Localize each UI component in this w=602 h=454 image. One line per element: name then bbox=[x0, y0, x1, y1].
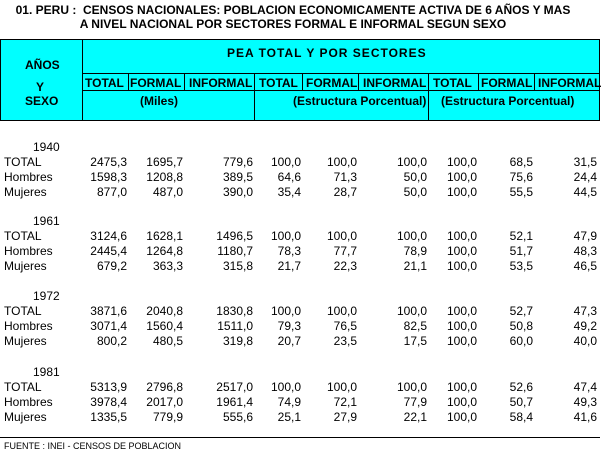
col-header-total-estructura: TOTAL bbox=[259, 76, 298, 90]
table-cell: 64,6 bbox=[277, 170, 301, 184]
col-header-formal-sector: FORMAL bbox=[481, 76, 533, 90]
table-cell: 2017,0 bbox=[146, 395, 183, 409]
table-cell: 779,9 bbox=[152, 410, 183, 424]
table-cell: 1830,8 bbox=[216, 304, 253, 318]
table-cell: 77,7 bbox=[333, 244, 357, 258]
table-cell: 1264,8 bbox=[146, 244, 183, 258]
table-cell: 100,0 bbox=[446, 259, 477, 273]
table-cell: 100,0 bbox=[446, 410, 477, 424]
table-cell: 100,0 bbox=[446, 170, 477, 184]
table-cell: 51,7 bbox=[509, 244, 533, 258]
table-cell: 389,5 bbox=[222, 170, 253, 184]
table-cell: 24,4 bbox=[573, 170, 597, 184]
census-year: 1940 bbox=[33, 140, 60, 154]
source-note: FUENTE : INEI - CENSOS DE POBLACION bbox=[4, 441, 182, 451]
row-label: Hombres bbox=[4, 319, 53, 333]
table-cell: 49,3 bbox=[573, 395, 597, 409]
table-cell: 100,0 bbox=[446, 185, 477, 199]
table-cell: 100,0 bbox=[396, 155, 427, 169]
table-cell: 76,5 bbox=[333, 319, 357, 333]
table-cell: 50,7 bbox=[509, 395, 533, 409]
table-cell: 100,0 bbox=[446, 244, 477, 258]
row-header-sexo: SEXO bbox=[25, 94, 59, 108]
table-cell: 55,5 bbox=[509, 185, 533, 199]
table-cell: 78,9 bbox=[403, 244, 427, 258]
row-label: Mujeres bbox=[4, 185, 47, 199]
table-cell: 31,5 bbox=[573, 155, 597, 169]
table-row bbox=[0, 380, 600, 395]
col-header-total-miles: TOTAL bbox=[85, 76, 124, 90]
table-row bbox=[0, 334, 600, 349]
table-cell: 77,9 bbox=[403, 395, 427, 409]
table-cell: 47,4 bbox=[573, 380, 597, 394]
table-cell: 48,3 bbox=[573, 244, 597, 258]
table-cell: 3871,6 bbox=[90, 304, 127, 318]
col-header-informal-sector: INFORMAL bbox=[538, 76, 602, 90]
unit-miles: (Miles) bbox=[140, 94, 179, 108]
table-cell: 679,2 bbox=[96, 259, 127, 273]
table-row bbox=[0, 304, 600, 319]
table-cell: 319,8 bbox=[222, 334, 253, 348]
table-cell: 1496,5 bbox=[216, 229, 253, 243]
table-row bbox=[0, 395, 600, 410]
table-row bbox=[0, 259, 600, 274]
table-header bbox=[0, 39, 600, 121]
census-year-row bbox=[0, 365, 600, 380]
table-row bbox=[0, 155, 600, 170]
table-cell: 28,7 bbox=[333, 185, 357, 199]
table-cell: 1598,3 bbox=[90, 170, 127, 184]
table-cell: 25,1 bbox=[277, 410, 301, 424]
table-cell: 100,0 bbox=[270, 229, 301, 243]
table-cell: 47,3 bbox=[573, 304, 597, 318]
col-header-total-sector: TOTAL bbox=[433, 76, 472, 90]
table-cell: 100,0 bbox=[446, 395, 477, 409]
table-cell: 2445,4 bbox=[90, 244, 127, 258]
row-label: TOTAL bbox=[4, 304, 42, 318]
row-label: Mujeres bbox=[4, 259, 47, 273]
table-cell: 100,0 bbox=[326, 155, 357, 169]
col-header-formal-estructura: FORMAL bbox=[306, 76, 358, 90]
table-cell: 1560,4 bbox=[146, 319, 183, 333]
table-cell: 363,3 bbox=[152, 259, 183, 273]
table-cell: 5313,9 bbox=[90, 380, 127, 394]
table-cell: 100,0 bbox=[326, 380, 357, 394]
table-cell: 100,0 bbox=[446, 229, 477, 243]
table-cell: 50,0 bbox=[403, 170, 427, 184]
table-cell: 41,6 bbox=[573, 410, 597, 424]
table-cell: 40,0 bbox=[573, 334, 597, 348]
table-cell: 44,5 bbox=[573, 185, 597, 199]
table-cell: 100,0 bbox=[446, 334, 477, 348]
table-row bbox=[0, 229, 600, 244]
table-cell: 100,0 bbox=[446, 380, 477, 394]
table-cell: 100,0 bbox=[396, 229, 427, 243]
table-cell: 100,0 bbox=[446, 319, 477, 333]
table-cell: 100,0 bbox=[446, 304, 477, 318]
table-cell: 779,6 bbox=[222, 155, 253, 169]
table-cell: 35,4 bbox=[277, 185, 301, 199]
table-cell: 2475,3 bbox=[90, 155, 127, 169]
table-row bbox=[0, 319, 600, 334]
table-cell: 52,7 bbox=[509, 304, 533, 318]
table-cell: 100,0 bbox=[446, 155, 477, 169]
census-year: 1981 bbox=[33, 365, 60, 379]
row-label: TOTAL bbox=[4, 380, 42, 394]
table-cell: 74,9 bbox=[277, 395, 301, 409]
table-cell: 3071,4 bbox=[90, 319, 127, 333]
table-cell: 58,4 bbox=[509, 410, 533, 424]
table-cell: 3124,6 bbox=[90, 229, 127, 243]
census-year-row bbox=[0, 214, 600, 229]
table-cell: 60,0 bbox=[509, 334, 533, 348]
unit-estructura-1: (Estructura Porcentual) bbox=[293, 94, 427, 108]
row-label: Mujeres bbox=[4, 334, 47, 348]
table-cell: 100,0 bbox=[270, 304, 301, 318]
col-header-formal-miles: FORMAL bbox=[130, 76, 182, 90]
table-row bbox=[0, 244, 600, 259]
table-cell: 100,0 bbox=[396, 304, 427, 318]
row-label: Hombres bbox=[4, 170, 53, 184]
table-cell: 2517,0 bbox=[216, 380, 253, 394]
footer-divider bbox=[0, 437, 600, 438]
table-cell: 72,1 bbox=[333, 395, 357, 409]
col-header-informal-miles: INFORMAL bbox=[189, 76, 253, 90]
table-cell: 75,6 bbox=[509, 170, 533, 184]
census-year-row bbox=[0, 289, 600, 304]
row-label: Mujeres bbox=[4, 410, 47, 424]
table-cell: 52,1 bbox=[509, 229, 533, 243]
row-label: TOTAL bbox=[4, 229, 42, 243]
table-cell: 52,6 bbox=[509, 380, 533, 394]
table-cell: 49,2 bbox=[573, 319, 597, 333]
table-cell: 877,0 bbox=[96, 185, 127, 199]
unit-estructura-2: (Estructura Porcentual) bbox=[441, 94, 575, 108]
table-row bbox=[0, 185, 600, 200]
table-cell: 100,0 bbox=[270, 155, 301, 169]
table-cell: 20,7 bbox=[277, 334, 301, 348]
table-cell: 17,5 bbox=[403, 334, 427, 348]
table-cell: 21,7 bbox=[277, 259, 301, 273]
census-year-row bbox=[0, 140, 600, 155]
table-cell: 78,3 bbox=[277, 244, 301, 258]
table-cell: 100,0 bbox=[326, 229, 357, 243]
table-cell: 555,6 bbox=[222, 410, 253, 424]
table-cell: 27,9 bbox=[333, 410, 357, 424]
table-cell: 47,9 bbox=[573, 229, 597, 243]
table-cell: 3978,4 bbox=[90, 395, 127, 409]
table-row bbox=[0, 170, 600, 185]
table-cell: 50,0 bbox=[403, 185, 427, 199]
table-row bbox=[0, 410, 600, 425]
table-cell: 480,5 bbox=[152, 334, 183, 348]
row-header-anos: AÑOS bbox=[25, 58, 60, 72]
table-cell: 23,5 bbox=[333, 334, 357, 348]
table-cell: 22,3 bbox=[333, 259, 357, 273]
table-cell: 315,8 bbox=[222, 259, 253, 273]
table-cell: 53,5 bbox=[509, 259, 533, 273]
table-cell: 2040,8 bbox=[146, 304, 183, 318]
table-cell: 1208,8 bbox=[146, 170, 183, 184]
census-year: 1972 bbox=[33, 289, 60, 303]
row-header-y: Y bbox=[36, 80, 45, 94]
table-cell: 1335,5 bbox=[90, 410, 127, 424]
table-cell: 100,0 bbox=[270, 380, 301, 394]
table-cell: 1695,7 bbox=[146, 155, 183, 169]
group-title: PEA TOTAL Y POR SECTORES bbox=[227, 46, 427, 60]
table-cell: 22,1 bbox=[403, 410, 427, 424]
table-cell: 1511,0 bbox=[217, 319, 253, 333]
table-cell: 71,3 bbox=[333, 170, 357, 184]
table-cell: 1628,1 bbox=[146, 229, 183, 243]
table-cell: 390,0 bbox=[222, 185, 253, 199]
table-cell: 487,0 bbox=[152, 185, 183, 199]
table-cell: 46,5 bbox=[573, 259, 597, 273]
table-cell: 68,5 bbox=[509, 155, 533, 169]
col-header-informal-estructura: INFORMAL bbox=[363, 76, 427, 90]
table-cell: 82,5 bbox=[403, 319, 427, 333]
row-label: Hombres bbox=[4, 244, 53, 258]
census-year: 1961 bbox=[33, 214, 60, 228]
row-label: Hombres bbox=[4, 395, 53, 409]
row-label: TOTAL bbox=[4, 155, 42, 169]
table-cell: 1180,7 bbox=[217, 244, 253, 258]
table-title-line-1: 01. PERU : CENSOS NACIONALES: POBLACION ECONOMICAMENTE ACTIVA DE 6 AÑOS Y MAS bbox=[15, 3, 571, 17]
table-cell: 1961,4 bbox=[216, 395, 253, 409]
table-cell: 800,2 bbox=[96, 334, 127, 348]
table-cell: 79,3 bbox=[277, 319, 301, 333]
table-cell: 100,0 bbox=[326, 304, 357, 318]
table-cell: 2796,8 bbox=[146, 380, 183, 394]
table-title-line-2: A NIVEL NACIONAL POR SECTORES FORMAL E INFORMAL SEGUN SEXO bbox=[79, 17, 507, 31]
table-cell: 50,8 bbox=[509, 319, 533, 333]
table-cell: 21,1 bbox=[403, 259, 427, 273]
table-cell: 100,0 bbox=[396, 380, 427, 394]
